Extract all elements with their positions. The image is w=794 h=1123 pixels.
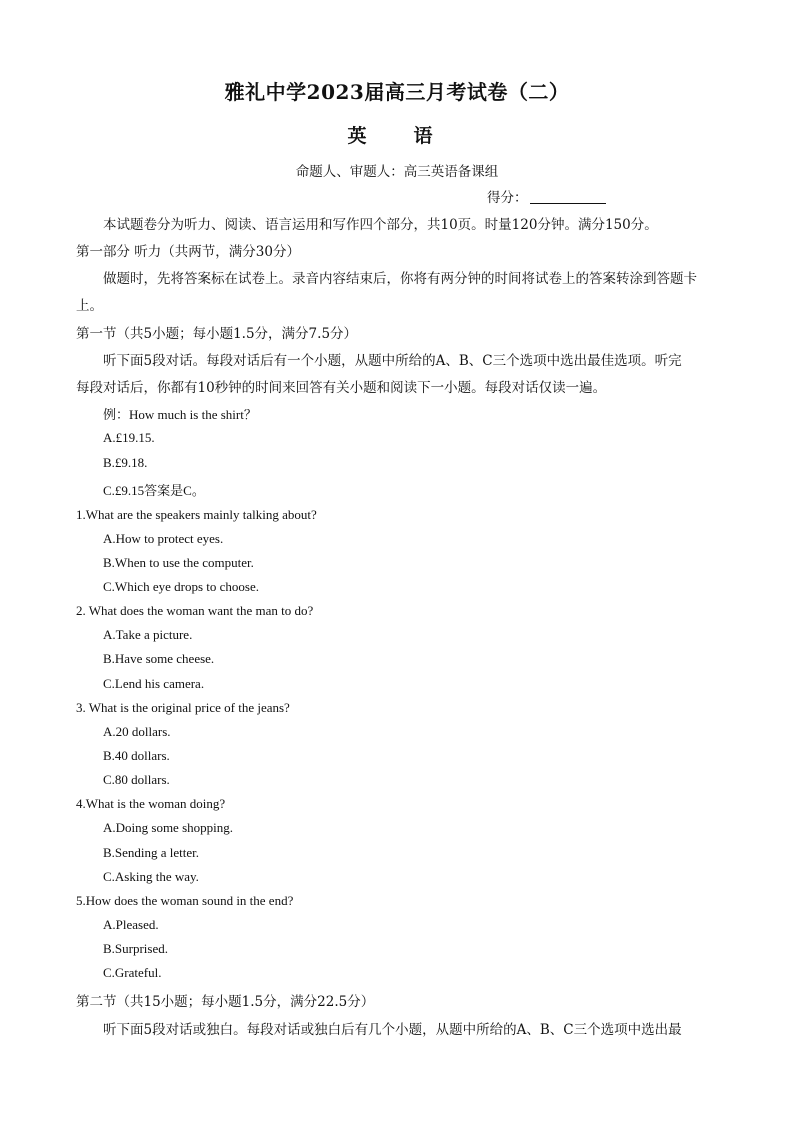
question-3-option-b: B.40 dollars. [103,748,170,763]
question-1: 1.What are the speakers mainly talking about? [76,507,317,522]
subject-title: 英 语 [347,125,447,147]
question-3: 3. What is the original price of the jeans? [76,700,290,715]
question-5: 5.How does the woman sound in the end? [76,893,294,908]
question-3-option-a: A.20 dollars. [103,724,171,739]
score-blank [530,189,606,204]
score-label: 得分： [487,190,528,206]
question-4-option-c: C.Asking the way. [103,869,199,884]
question-4: 4.What is the woman doing? [76,796,226,811]
part1-heading: 第一部分 听力（共两节，满分30分） [76,244,300,260]
section2-instruction-line1: 听下面5段对话或独白。每段对话或独白后有几个小题，从题中所给的A、B、C三个选项中选出最 [103,1022,682,1038]
question-5-option-c: C.Grateful. [103,965,162,980]
question-2-option-a: A.Take a picture. [103,627,193,642]
example-question: 例：How much is the shirt？ [103,407,257,422]
example-option-b: B.£9.18. [103,455,148,470]
question-1-option-b: B.When to use the computer. [103,555,254,570]
intro-text: 本试题卷分为听力、阅读、语言运用和写作四个部分，共10页。时量120分钟。满分150分。 [103,217,658,233]
example-option-a: A.£19.15. [103,430,155,445]
author-line: 命题人、审题人：高三英语备课组 [295,164,499,180]
page-title: 雅礼中学2023届高三月考试卷（二） [224,80,570,104]
part1-instruction-line2: 上。 [76,298,103,314]
example-option-c: C.£9.15答案是C。 [103,483,205,498]
question-1-option-a: A.How to protect eyes. [103,531,224,546]
section1-heading: 第一节（共5小题；每小题1.5分，满分7.5分） [76,326,358,342]
question-5-option-b: B.Surprised. [103,941,168,956]
question-4-option-b: B.Sending a letter. [103,845,200,860]
question-4-option-a: A.Doing some shopping. [103,820,233,835]
question-1-option-c: C.Which eye drops to choose. [103,579,259,594]
section2-heading: 第二节（共15小题；每小题1.5分，满分22.5分） [76,994,375,1010]
question-3-option-c: C.80 dollars. [103,772,170,787]
question-2-option-b: B.Have some cheese. [103,651,215,666]
question-2: 2. What does the woman want the man to do? [76,603,314,618]
section1-instruction-line2: 每段对话后，你都有10秒钟的时间来回答有关小题和阅读下一小题。每段对话仅读一遍。 [76,380,607,396]
part1-instruction-line1: 做题时，先将答案标在试卷上。录音内容结束后，你将有两分钟的时间将试卷上的答案转涂到答题卡 [103,271,697,287]
section1-instruction-line1: 听下面5段对话。每段对话后有一个小题，从题中所给的A、B、C三个选项中选出最佳选项。听完 [103,353,682,369]
question-5-option-a: A.Pleased. [103,917,159,932]
question-2-option-c: C.Lend his camera. [103,676,205,691]
score-field [487,186,606,206]
